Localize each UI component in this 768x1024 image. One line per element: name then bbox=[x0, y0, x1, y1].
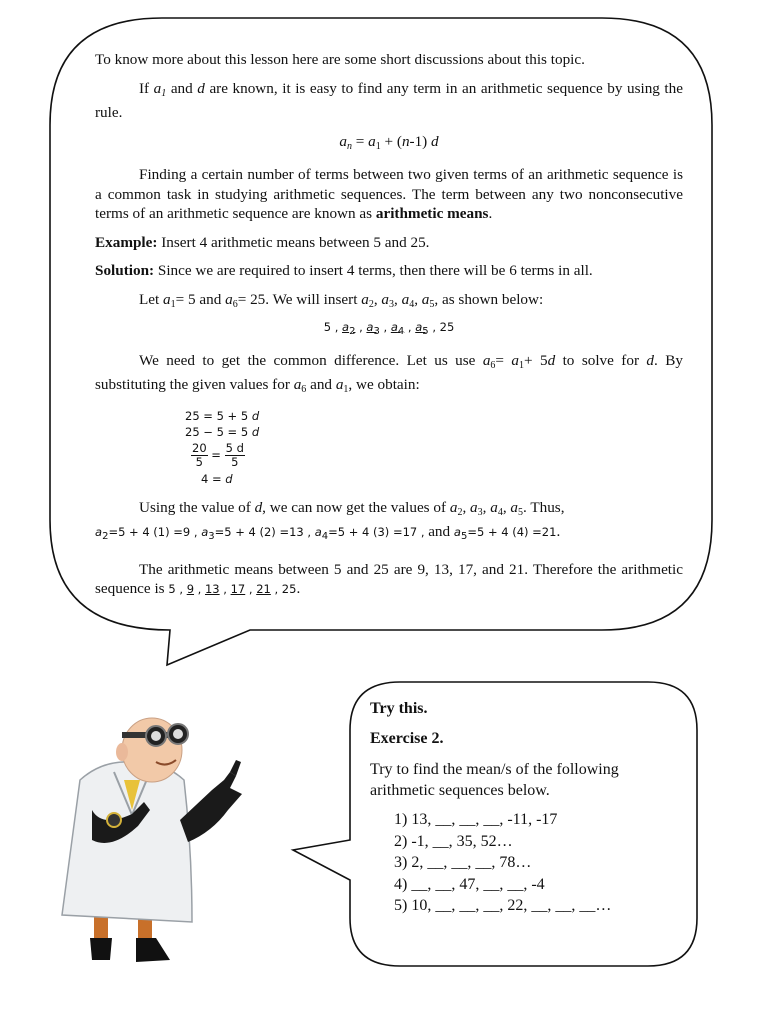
scientist-character-illustration bbox=[52, 710, 262, 970]
derivation-step-2: 25 − 5 = 5 d bbox=[185, 424, 260, 439]
exercise-panel bbox=[370, 698, 670, 917]
conclusion-paragraph: The arithmetic means between 5 and 25 are 9, 13, 17, and 21. Therefore the arithmetic sequence is 5 , 9 , 13 , 17 , 21 , 25. bbox=[95, 560, 683, 597]
nth-term-formula: $a_n = a_1 + (n-1)$ d bbox=[339, 132, 439, 152]
let-line: Let $a_1= 5$ and $a_6= 25$. We will insert $a_2$, $a_3$, $a_4$, $a_5$, as shown below: bbox=[139, 290, 544, 310]
exercise-items bbox=[394, 809, 670, 917]
exercise-item: 2) -1, __, 35, 52… bbox=[394, 832, 513, 850]
sequence-with-unknowns: 5 , a2 , a3 , a4 , a5 , 25 bbox=[323, 320, 455, 337]
exercise-item: 1) 13, __, __, __, -11, -17 bbox=[394, 811, 558, 828]
badge-icon bbox=[107, 813, 121, 827]
means-paragraph: Finding a certain number of terms between two given terms of an arithmetic sequence is a common task in studying arithmetic sequences. The term between any two nonconsecutive terms of an arithmetic sequence are known as arithmetic means. bbox=[95, 166, 683, 222]
ear bbox=[116, 743, 128, 761]
exercise-item: 3) 2, __, __, __, 78… bbox=[394, 854, 532, 871]
lesson-discussion bbox=[95, 50, 683, 600]
intro-text: To know more about this lesson here are some short discussions about this topic. bbox=[95, 51, 585, 68]
exercise-item: 5) 10, __, __, __, 22, __, __, __… bbox=[394, 897, 612, 914]
right-arm-glove bbox=[180, 772, 242, 842]
derivation-step-3: $\frac{20}{5}$ = $\frac{5 d}{5}$ bbox=[192, 440, 244, 469]
try-this-heading: Try this. bbox=[370, 700, 428, 717]
exercise-title: Exercise 2. bbox=[370, 730, 444, 747]
derivation-step-4: 4 = d bbox=[201, 471, 233, 486]
derivation-steps bbox=[185, 408, 683, 487]
difference-paragraph: We need to get the common difference. Let us use $a_6= a_1+ 5d$ to solve for d. By substituting the given values for $a_6$ and $a_1$, we obtain: bbox=[95, 351, 683, 395]
rule-paragraph: If $a_1$ and d are known, it is easy to find any term in an arithmetic sequence by using the rule. bbox=[95, 79, 683, 121]
example-line: Example: Insert 4 arithmetic means between 5 and 25. bbox=[95, 233, 430, 251]
exercise-item: 4) __, __, 47, __, __, -4 bbox=[394, 875, 545, 893]
derivation-step-1: 25 = 5 + 5 d bbox=[185, 408, 260, 423]
computed-values: a2=5 + 4 (1) =9 , a3=5 + 4 (2) =13 , a4=5 + 4 (3) =17 , and a5=5 + 4 (4) =21. bbox=[95, 523, 561, 542]
right-boot bbox=[136, 938, 170, 962]
values-paragraph: Using the value of d, we can now get the values of $a_2$, $a_3$, $a_4$, $a_5$. Thus, bbox=[139, 498, 565, 518]
left-boot bbox=[90, 938, 112, 960]
exercise-instruction: Try to find the mean/s of the following arithmetic sequences below. bbox=[370, 761, 619, 799]
solution-line: Solution: Since we are required to insert 4 terms, then there will be 6 terms in all. bbox=[95, 262, 593, 279]
